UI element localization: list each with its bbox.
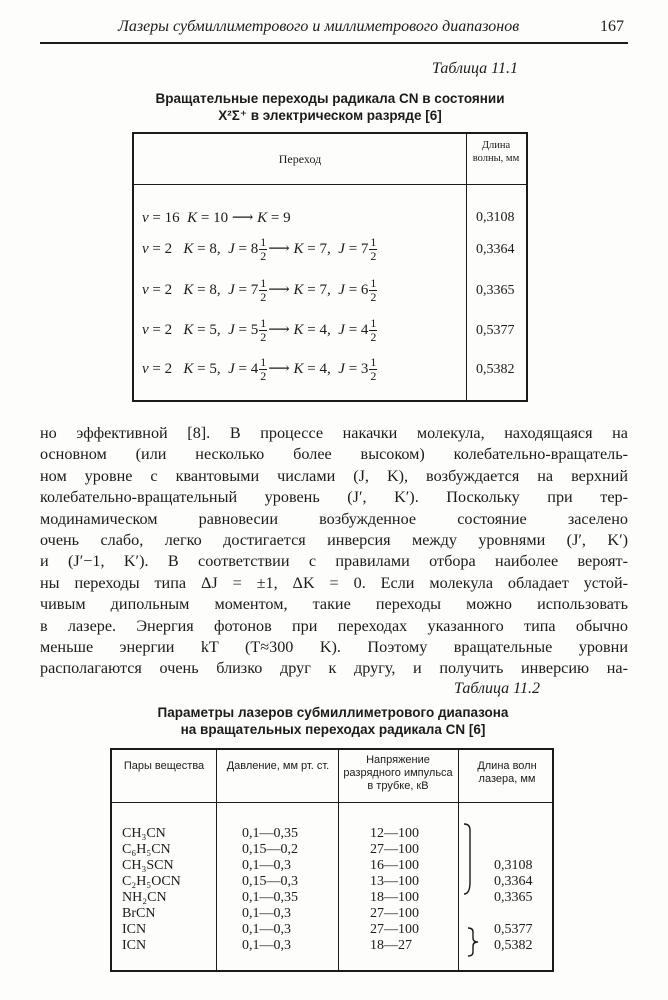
table1-caption <box>128 90 532 124</box>
paragraph-line: но эффективной [8]. В процессе накачки молекула, находящаяся на <box>40 424 628 442</box>
table2-column-divider <box>216 750 217 970</box>
table2-cell-voltage: 16—100 <box>370 858 419 873</box>
table2-cell-voltage: 27—100 <box>370 922 419 937</box>
table1-caption-line1: Вращательные переходы радикала CN в состоянии <box>155 91 505 106</box>
table1-row-5-wavelength: 0,5382 <box>476 362 515 377</box>
table2-cell-substance: CH₃CN <box>122 826 166 841</box>
table2-cell-wavelength: 0,5382 <box>494 938 533 953</box>
table2-wavelength-column <box>494 858 533 906</box>
table1-row-2-wavelength: 0,3364 <box>476 242 515 257</box>
paragraph-line: колебательно-вращательный уровень (J′, K′). Поскольку при тер- <box>40 488 628 507</box>
page-number: 167 <box>600 18 624 35</box>
paragraph-line: очень слабо, легко достигается инверсия между уровнями (J′, K′) <box>40 530 628 549</box>
paragraph-line: в лазере. Энергия фотонов при переходах указанного типа обычно <box>40 616 628 635</box>
paragraph-line: меньше энергии kT (T≈300 K). Поэтому вращательные уровни <box>40 637 628 656</box>
table2-voltage-column <box>370 826 419 954</box>
paragraph-line: и (J′−1, K′). В соответствии с правилами отбора наиболее вероят- <box>40 552 628 571</box>
table2-wavelength-braces <box>460 822 480 962</box>
table1-row-4-wavelength: 0,5377 <box>476 323 515 338</box>
table2-cell-voltage: 18—27 <box>370 938 412 953</box>
table2-cell-voltage: 13—100 <box>370 874 419 889</box>
table1-row-3-transition: v = 2 K = 8, J = 7 $\frac{1}{2}$ ⟶ K = 7, J = 6 $\frac{1}{2}$ <box>142 276 377 304</box>
table2-column-divider <box>338 750 339 970</box>
table1-row-1-transition: v = 16 K = 10 ⟶ K = 9 <box>142 210 291 226</box>
table1-row-5-transition: v = 2 K = 5, J = 4 $\frac{1}{2}$ ⟶ K = 4, J = 3 $\frac{1}{2}$ <box>142 355 377 383</box>
table2-header-substances: Пары вещества <box>123 760 205 772</box>
paragraph-line: модинамическом равновесии возбужденное состояние заселено <box>40 509 628 528</box>
table2-label: Таблица 11.2 <box>454 680 540 697</box>
table2-cell-substance: C₆H₅CN <box>122 842 171 857</box>
table1-row-4-transition: v = 2 K = 5, J = 5 $\frac{1}{2}$ ⟶ K = 4, J = 4 $\frac{1}{2}$ <box>142 316 377 344</box>
table2-cell-pressure: 0,15—0,2 <box>242 842 298 857</box>
table1-caption-line2: X²Σ⁺ в электрическом разряде [6] <box>218 108 442 123</box>
table2-cell-pressure: 0,1—0,3 <box>242 922 291 937</box>
table1 <box>132 132 528 402</box>
table2-cell-wavelength: 0,5377 <box>494 922 533 937</box>
table1-row-1-wavelength: 0,3108 <box>476 210 515 225</box>
table2-wavelength-column-icn <box>494 922 533 954</box>
table2-cell-pressure: 0,1—0,3 <box>242 938 291 953</box>
table1-header-wavelength: Длина волны, мм <box>472 140 520 164</box>
table2 <box>110 748 554 972</box>
table2-caption-line2: на вращательных переходах радикала CN [6] <box>180 722 486 737</box>
table2-substances-column <box>122 826 181 954</box>
table2-header-pressure: Давление, мм рт. ст. <box>226 760 330 772</box>
table2-cell-wavelength: 0,3364 <box>494 874 533 889</box>
table2-cell-substance: BrCN <box>122 906 156 921</box>
table1-header-transition: Переход <box>278 152 322 166</box>
table1-row-3-wavelength: 0,3365 <box>476 283 515 298</box>
table2-cell-voltage: 27—100 <box>370 842 419 857</box>
group-brace-main <box>464 824 470 894</box>
table2-column-divider <box>458 750 459 970</box>
paragraph-line: ном уровне с квантовыми числами (J, K), возбуждается на верхний <box>40 466 628 485</box>
table2-caption-line1: Параметры лазеров субмиллиметрового диапазона <box>157 705 509 720</box>
table2-cell-pressure: 0,1—0,35 <box>242 826 298 841</box>
table2-cell-pressure: 0,1—0,35 <box>242 890 298 905</box>
table2-cell-wavelength: 0,3365 <box>494 890 533 905</box>
running-header-title: Лазеры субмиллиметрового и миллиметрового диапазонов <box>118 18 520 35</box>
table2-cell-substance: ICN <box>122 938 147 953</box>
table2-caption <box>120 704 546 738</box>
table2-cell-voltage: 18—100 <box>370 890 419 905</box>
paragraph-line: располагаются очень близко друг к другу, и получить инверсию на- <box>40 659 628 678</box>
body-paragraph <box>40 423 628 680</box>
table2-cell-voltage: 27—100 <box>370 906 419 921</box>
table2-cell-pressure: 0,1—0,3 <box>242 858 291 873</box>
table2-cell-voltage: 12—100 <box>370 826 419 841</box>
table2-cell-substance: CH₃SCN <box>122 858 174 873</box>
table2-header-voltage: Напряжение разрядного импульса в трубке, кВ <box>343 754 453 792</box>
table1-column-divider <box>466 134 467 400</box>
table2-cell-substance: NH₂CN <box>122 890 167 905</box>
table2-cell-pressure: 0,1—0,3 <box>242 906 291 921</box>
paragraph-line: чивым дипольным моментом, такие переходы можно использовать <box>40 595 628 614</box>
table2-header-wavelength: Длина волн лазера, мм <box>477 760 537 785</box>
table1-label: Таблица 11.1 <box>432 60 518 77</box>
table2-header-rule <box>112 802 552 803</box>
table1-header-rule <box>134 184 526 185</box>
table2-cell-wavelength: 0,3108 <box>494 858 533 873</box>
header-rule <box>40 42 628 44</box>
table2-pressure-column <box>242 826 298 954</box>
table1-row-2-transition: v = 2 K = 8, J = 8 $\frac{1}{2}$ ⟶ K = 7, J = 7 $\frac{1}{2}$ <box>142 235 377 263</box>
group-brace-icn <box>468 928 478 956</box>
paragraph-line: основном (или несколько более высоком) колебательно-вращатель- <box>40 445 628 464</box>
table2-cell-substance: ICN <box>122 922 147 937</box>
table2-cell-substance: C₂H₅OCN <box>122 874 181 889</box>
paragraph-line: ны переходы типа ΔJ = ±1, ΔK = 0. Если молекула обладает устой- <box>40 573 628 592</box>
table2-cell-pressure: 0,15—0,3 <box>242 874 298 889</box>
